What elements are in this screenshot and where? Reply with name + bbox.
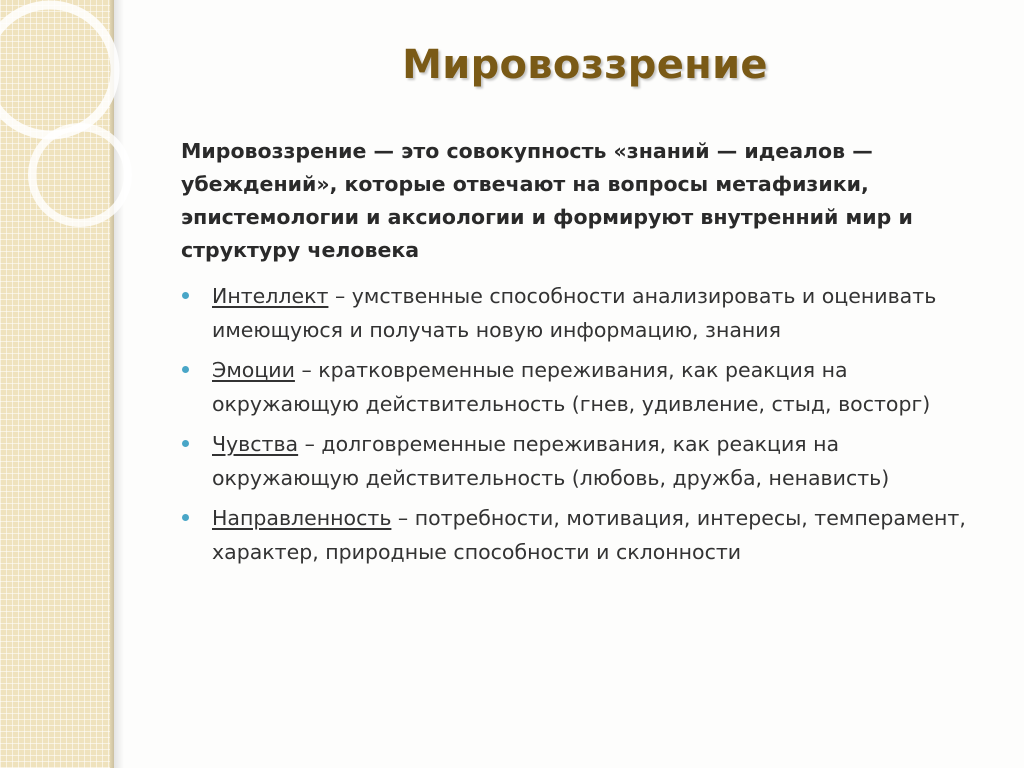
bullet-term: Чувства xyxy=(212,432,299,456)
bullet-item-emotions xyxy=(180,353,990,421)
bullet-text: – долговременные переживания, как реакция на окружающую действительность (любовь, дружба, ненависть) xyxy=(212,432,890,490)
bullet-term: Эмоции xyxy=(212,358,295,382)
bullet-dot-icon xyxy=(182,440,189,447)
slide-title: Мировоззрение xyxy=(402,42,768,88)
bullet-list xyxy=(180,279,990,575)
bullet-item-feelings xyxy=(180,427,990,495)
bullet-text: – умственные способности анализировать и оценивать имеющуюся и получать новую информацию, знания xyxy=(212,284,937,342)
bullet-term: Направленность xyxy=(212,506,392,530)
ring-small xyxy=(32,127,128,223)
bullet-dot-icon xyxy=(182,366,189,373)
bullet-item-orientation xyxy=(180,501,990,569)
ring-large xyxy=(0,5,115,135)
definition-paragraph: Мировоззрение — это совокупность «знаний — идеалов — убеждений», которые отвечают на вопросы метафизики, эпистемологии и аксиологии и формируют внутренний мир и структуру человека xyxy=(181,139,913,262)
bullet-text: – кратковременные переживания, как реакция на окружающую действительность (гнев, удивление, стыд, восторг) xyxy=(212,358,931,416)
bullet-text: – потребности, мотивация, интересы, темперамент, характер, природные способности и склонности xyxy=(212,506,966,564)
bullet-term: Интеллект xyxy=(212,284,329,308)
bullet-dot-icon xyxy=(182,292,189,299)
bullet-item-intellect xyxy=(180,279,990,347)
bullet-dot-icon xyxy=(182,514,189,521)
